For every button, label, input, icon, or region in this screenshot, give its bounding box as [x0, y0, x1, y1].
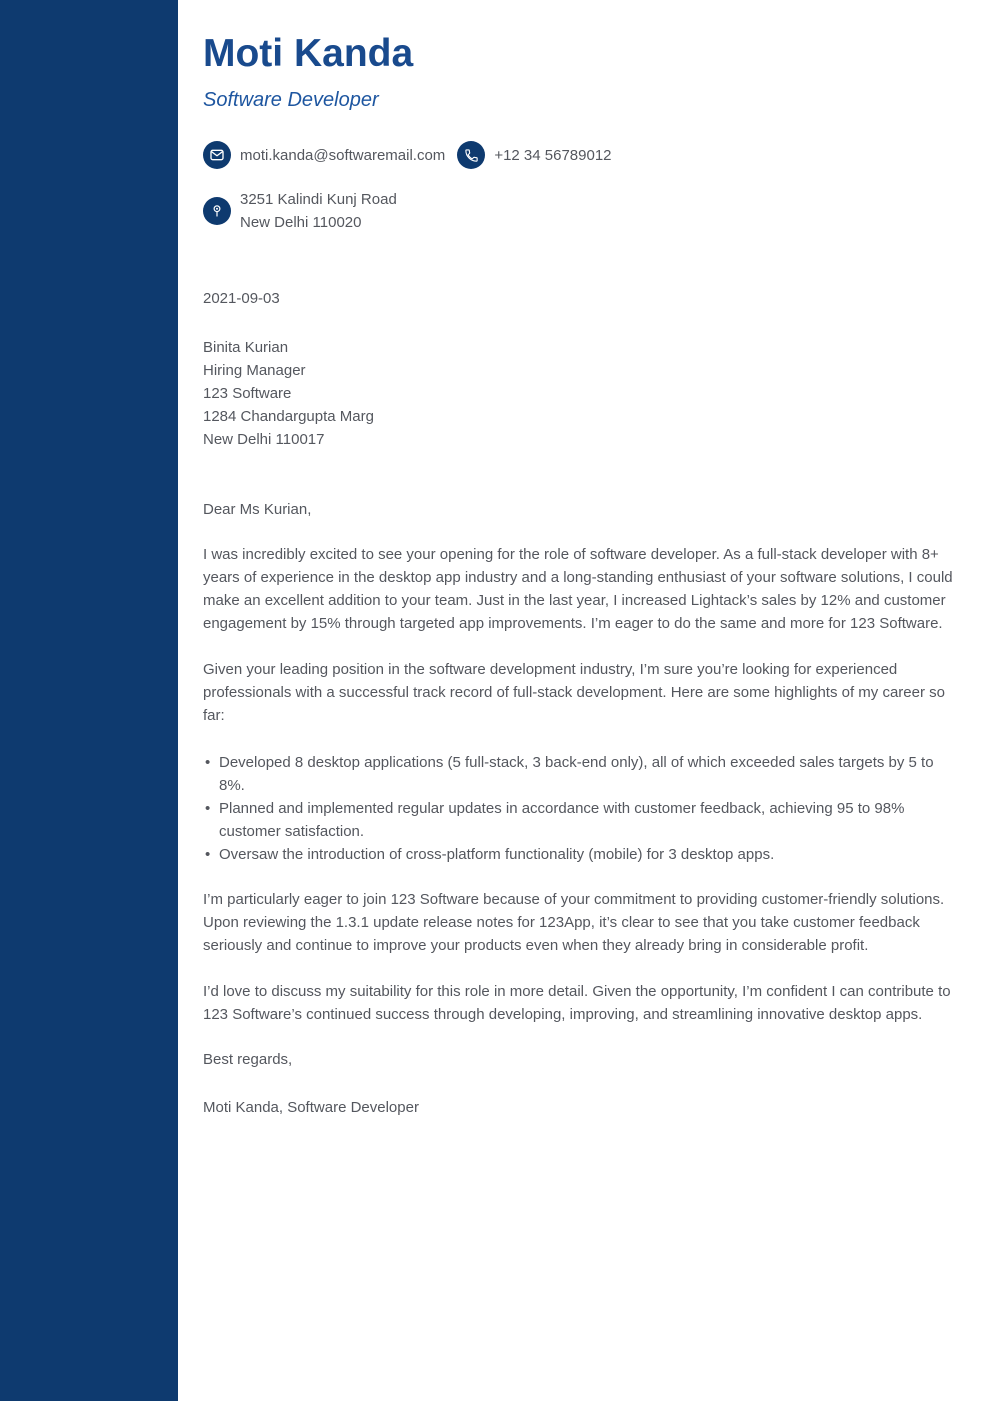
address-line2: New Delhi 110020	[240, 214, 362, 231]
list-item: • Oversaw the introduction of cross-platform functionality (mobile) for 3 desktop apps.	[203, 843, 953, 866]
recipient-city: New Delhi 110017	[203, 431, 325, 448]
paragraph-intro: I was incredibly excited to see your opening for the role of software developer. As a full-stack developer with 8+ years of experience in the desktop app industry and a long-standing enthusiast of your software solutions, I could make an excellent addition to your team. Just in the last year, I increased Lightack’s sales by 12% and customer engagement by 15% through targeted app improvements. I’m eager to do the same and more for 123 Software.	[203, 546, 953, 632]
phone-icon	[457, 141, 485, 169]
career-highlights-list	[203, 751, 953, 866]
phone-contact	[457, 141, 611, 169]
paragraph-motivation: I’m particularly eager to join 123 Software because of your commitment to providing customer-friendly solutions. Upon reviewing the 1.3.1 update release notes for 123App, it’s clear to see that you take customer feedback seriously and continue to improve your products even when they already bring in considerable profit.	[203, 891, 945, 954]
phone-value: +12 34 56789012	[494, 146, 612, 164]
recipient-street: 1284 Chandargupta Marg	[203, 408, 374, 425]
letter-content	[203, 0, 953, 1119]
envelope-icon	[203, 141, 231, 169]
list-item: • Developed 8 desktop applications (5 full-stack, 3 back-end only), all of which exceeded sales targets by 5 to 8%.	[203, 751, 953, 797]
contact-row-address	[203, 188, 953, 234]
left-accent-sidebar	[0, 0, 178, 1401]
address-contact	[203, 188, 397, 234]
email-contact	[203, 141, 445, 169]
paragraph-call-to-action: I’d love to discuss my suitability for this role in more detail. Given the opportunity, I’m confident I can contribute to 123 Software’s continued success through developing, improving, and streamlining innovative desktop apps.	[203, 983, 951, 1023]
candidate-job-title: Software Developer	[203, 89, 379, 111]
list-item: • Planned and implemented regular updates in accordance with customer feedback, achieving 95 to 98% customer satisfaction.	[203, 797, 953, 843]
salutation: Dear Ms Kurian,	[203, 501, 312, 518]
recipient-name: Binita Kurian	[203, 339, 289, 356]
contact-row-email-phone	[203, 141, 953, 169]
recipient-company: 123 Software	[203, 385, 292, 402]
closing: Best regards,	[203, 1051, 293, 1068]
signature: Moti Kanda, Software Developer	[203, 1099, 419, 1116]
address-value	[240, 188, 397, 234]
address-line1: 3251 Kalindi Kunj Road	[240, 191, 397, 208]
map-pin-icon	[203, 197, 231, 225]
paragraph-highlights-lead: Given your leading position in the software development industry, I’m sure you’re looking for experienced professionals with a successful track record of full-stack development. Here are some highlights of my career so far:	[203, 661, 945, 724]
email-value: moti.kanda@softwaremail.com	[240, 146, 446, 164]
letter-date: 2021-09-03	[203, 290, 280, 307]
candidate-name: Moti Kanda	[203, 32, 414, 75]
recipient-title: Hiring Manager	[203, 362, 306, 379]
recipient-block	[203, 336, 953, 451]
